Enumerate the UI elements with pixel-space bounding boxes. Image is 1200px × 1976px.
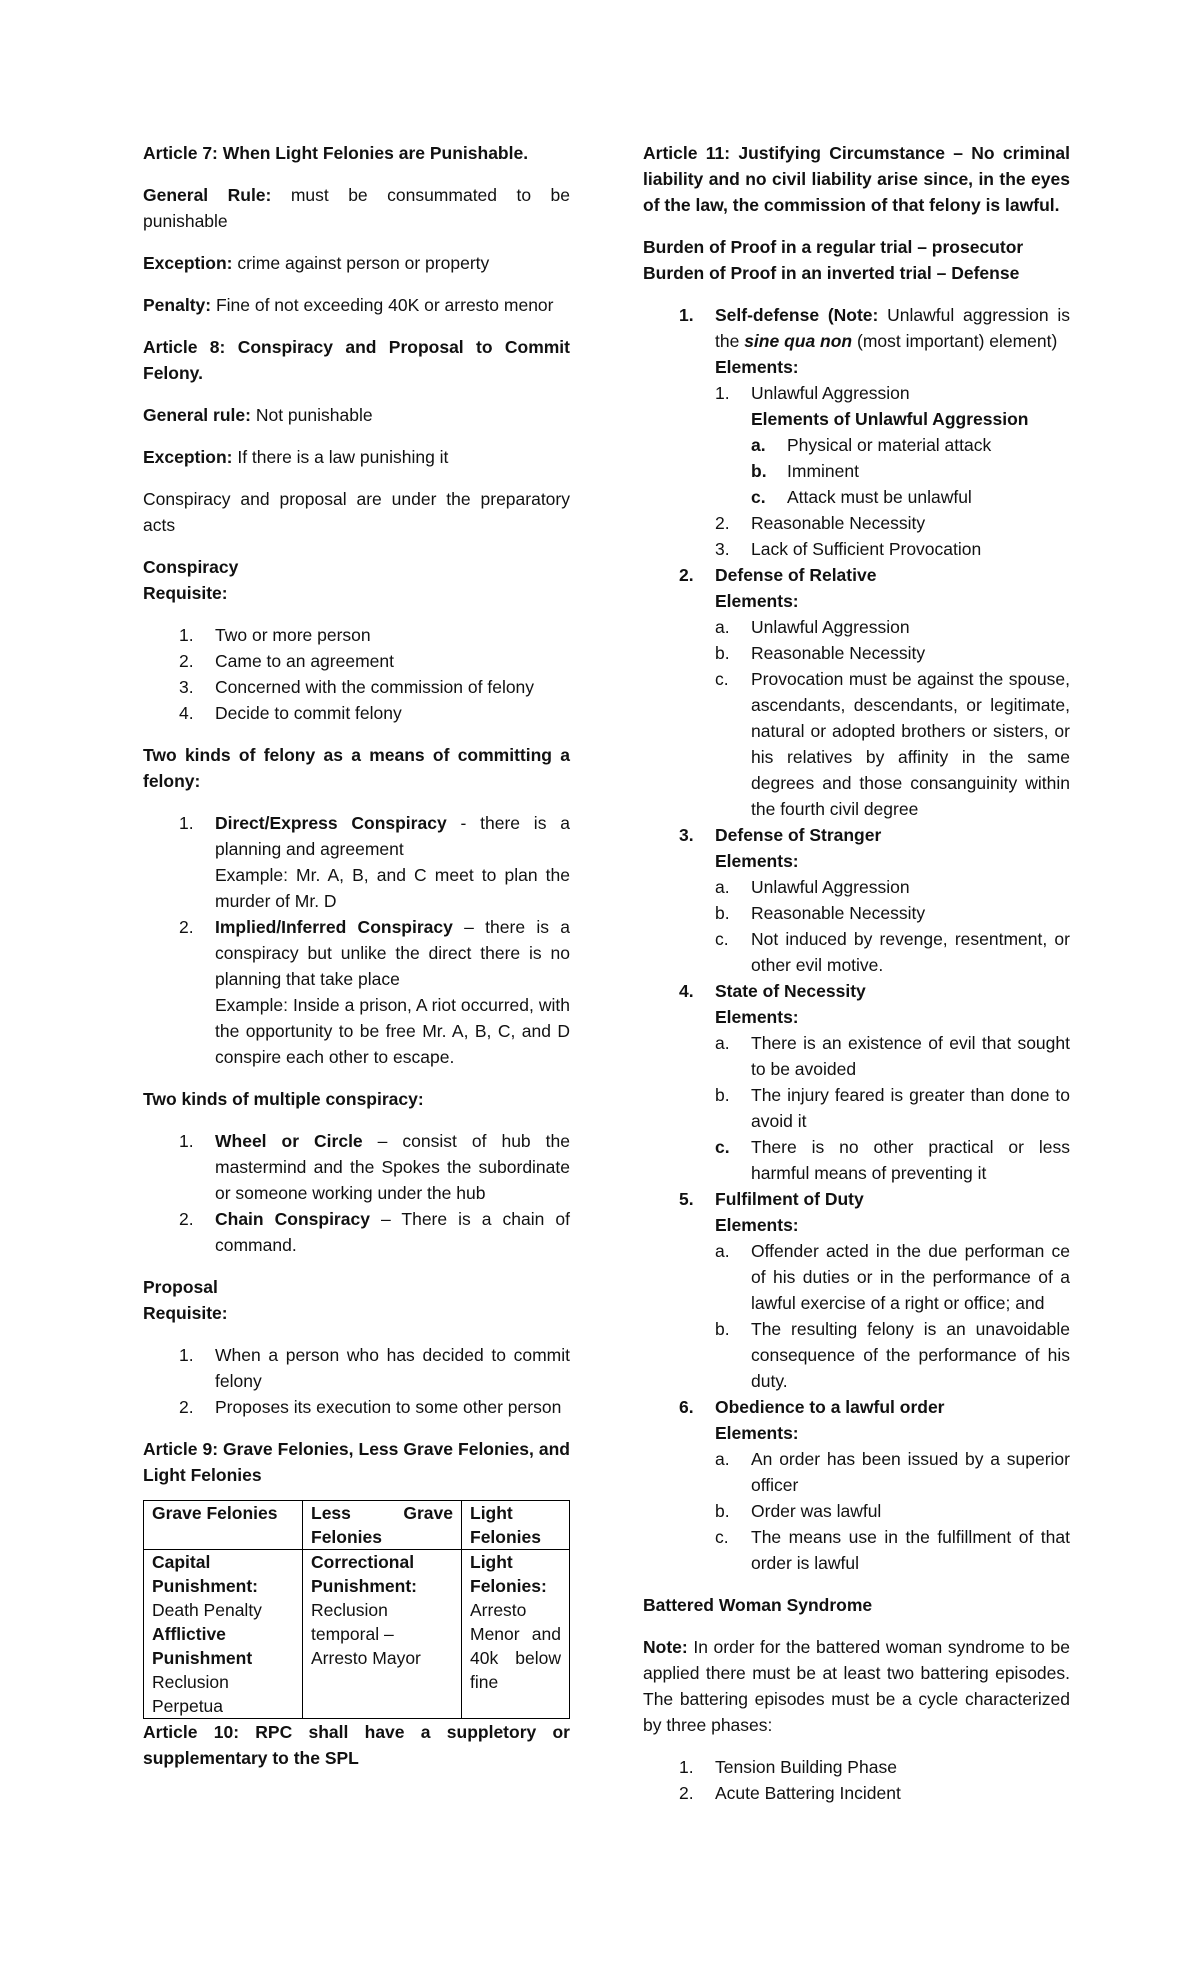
list-item: 1. Direct/Express Conspiracy - there is a planning and agreement Example: Mr. A, B, and C meet to plan the murder of Mr. D	[179, 813, 570, 911]
table-cell: Correctional Punishment: Reclusion temporal – Arresto Mayor	[303, 1550, 462, 1719]
article-7-title: Article 7: When Light Felonies are Punishable.	[143, 143, 529, 163]
list-item: 2. Proposes its execution to some other person	[179, 1397, 562, 1417]
article-10-title: Article 10: RPC shall have a suppletory or supplementary to the SPL	[143, 1722, 570, 1768]
sub-item: b. Order was lawful	[715, 1501, 882, 1521]
list-item: 3. Defense of Stranger Elements: a. Unlawful Aggression b. Reasonable Necessity c. Not induced by revenge, resentment, or other evil motive.	[643, 822, 1070, 978]
conspiracy-requisite-list	[143, 622, 570, 726]
conspiracy-heading: Conspiracy Requisite:	[143, 557, 239, 603]
burden-of-proof: Burden of Proof in a regular trial – prosecutor Burden of Proof in an inverted trial – Defense	[643, 237, 1024, 283]
sub-item: a. Unlawful Aggression	[715, 617, 910, 637]
list-item: 4. State of Necessity Elements: a. There is an existence of evil that sought to be avoided b. The injury feared is greater than done to avoid it c. There is no other practical or less harmful means of preventing it	[643, 978, 1070, 1186]
table-row	[144, 1550, 570, 1719]
article-8-title: Article 8: Conspiracy and Proposal to Commit Felony.	[143, 337, 570, 383]
sub-item: c. The means use in the fulfillment of that order is lawful	[715, 1527, 1070, 1573]
table-header-row	[144, 1501, 570, 1550]
sub-item: c. Not induced by revenge, resentment, or other evil motive.	[715, 929, 1070, 975]
table-cell: Capital Punishment: Death Penalty Afflictive Punishment Reclusion Perpetua	[144, 1550, 303, 1719]
sub-item: b. Reasonable Necessity	[715, 903, 926, 923]
sub-item: b. The resulting felony is an unavoidable consequence of the performance of his duty.	[715, 1319, 1070, 1391]
art7-general-rule: General Rule: must be consummated to be punishable	[143, 185, 570, 231]
sub-item: a. Physical or material attack	[751, 435, 992, 455]
article-9-title: Article 9: Grave Felonies, Less Grave Felonies, and Light Felonies	[143, 1439, 570, 1485]
proposal-requisite-list	[143, 1342, 570, 1420]
list-item: 2. Acute Battering Incident	[679, 1783, 901, 1803]
table-header-cell: Grave Felonies	[144, 1501, 303, 1550]
conspiracy-kinds-list	[143, 810, 570, 1070]
left-column	[143, 140, 570, 1787]
art7-penalty: Penalty: Fine of not exceeding 40K or arresto menor	[143, 295, 554, 315]
list-item: 2. Chain Conspiracy – There is a chain of command.	[179, 1209, 570, 1255]
list-item: 1. Wheel or Circle – consist of hub the mastermind and the Spokes the subordinate or someone working under the hub	[179, 1131, 570, 1203]
sub-item: b. Reasonable Necessity	[715, 643, 926, 663]
table-cell: Light Felonies: Arresto Menor and 40k below fine	[462, 1550, 570, 1719]
list-item: 6. Obedience to a lawful order Elements: a. An order has been issued by a superior officer b. Order was lawful c. The means use in the fulfillment of that order is lawful	[643, 1394, 1070, 1576]
art8-exception: Exception: If there is a law punishing it	[143, 447, 449, 467]
list-item: 5. Fulfilment of Duty Elements: a. Offender acted in the due performan ce of his duties or in the performance of a lawful exercise of a right or office; and b. The resulting felony is an unavoidable consequence of the performance of his duty.	[643, 1186, 1070, 1394]
battered-woman-note: Note: In order for the battered woman syndrome to be applied there must be at least two battering episodes. The battering episodes must be a cycle characterized by three phases:	[643, 1637, 1070, 1735]
battering-phases-list	[643, 1754, 1070, 1806]
justifying-circumstances-list	[643, 302, 1070, 1576]
multiple-conspiracy-list	[143, 1128, 570, 1258]
sub-item: a. There is an existence of evil that sought to be avoided	[715, 1033, 1070, 1079]
list-item: 1. Tension Building Phase	[679, 1757, 897, 1777]
multiple-conspiracy-heading: Two kinds of multiple conspiracy:	[143, 1089, 424, 1109]
art8-note: Conspiracy and proposal are under the preparatory acts	[143, 489, 570, 535]
table-header-cell: Less Grave Felonies	[303, 1501, 462, 1550]
felonies-table	[143, 1500, 570, 1719]
list-item: 1. Two or more person	[179, 625, 371, 645]
article-11-title: Article 11: Justifying Circumstance – No criminal liability and no civil liability arise since, in the eyes of the law, the commission of that felony is lawful.	[643, 143, 1070, 215]
proposal-heading: Proposal Requisite:	[143, 1277, 228, 1323]
list-item: 2. Came to an agreement	[179, 651, 394, 671]
list-item: 3. Concerned with the commission of felony	[179, 677, 535, 697]
sub-item: 2. Reasonable Necessity	[715, 513, 926, 533]
sub-item: 3. Lack of Sufficient Provocation	[715, 539, 982, 559]
sub-item: c. Attack must be unlawful	[751, 487, 972, 507]
table-header-cell: Light Felonies	[462, 1501, 570, 1550]
sub-item: b. Imminent	[751, 461, 859, 481]
sub-item: a. Offender acted in the due performan ce of his duties or in the performance of a lawful exercise of a right or office; and	[715, 1241, 1070, 1313]
right-column	[643, 140, 1070, 1822]
sub-item: 1. Unlawful Aggression	[715, 383, 910, 403]
art8-general-rule: General rule: Not punishable	[143, 405, 373, 425]
sub-item: c. There is no other practical or less harmful means of preventing it	[715, 1137, 1070, 1183]
sub-item: a. An order has been issued by a superior officer	[715, 1449, 1070, 1495]
list-item: 2. Implied/Inferred Conspiracy – there is a conspiracy but unlike the direct there is no planning that take place Example: Inside a prison, A riot occurred, with the opportunity to be free Mr. A, B, C, and D conspire each other to escape.	[179, 917, 570, 1067]
sub-item: b. The injury feared is greater than done to avoid it	[715, 1085, 1070, 1131]
sub-item: c. Provocation must be against the spouse, ascendants, descendants, or legitimate, natural or adopted brothers or sisters, or his relatives by affinity in the same degrees and those consanguinity within the fourth civil degree	[715, 669, 1070, 819]
art7-exception: Exception: crime against person or property	[143, 253, 490, 273]
list-item: 2. Defense of Relative Elements: a. Unlawful Aggression b. Reasonable Necessity c. Provocation must be against the spouse, ascendants, descendants, or legitimate, natural or adopted brothers or sisters, or his relatives by affinity in the same degrees and those consanguinity within the fourth civil degree	[643, 562, 1070, 822]
two-kinds-heading: Two kinds of felony as a means of committing a felony:	[143, 745, 570, 791]
list-item: 1. When a person who has decided to commit felony	[179, 1345, 570, 1391]
list-item: 4. Decide to commit felony	[179, 703, 402, 723]
battered-woman-heading: Battered Woman Syndrome	[643, 1595, 873, 1615]
list-item: 1. Self-defense (Note: Unlawful aggression is the sine qua non (most important) element) Elements: 1. Unlawful Aggression Elements of Unlawful Aggression a. Physical or material attack b. Imminent c. Attack must be unlawful 2. Reasonable Necessity 3. Lack of Sufficient Provocation	[643, 302, 1070, 562]
sub-item: a. Unlawful Aggression	[715, 877, 910, 897]
